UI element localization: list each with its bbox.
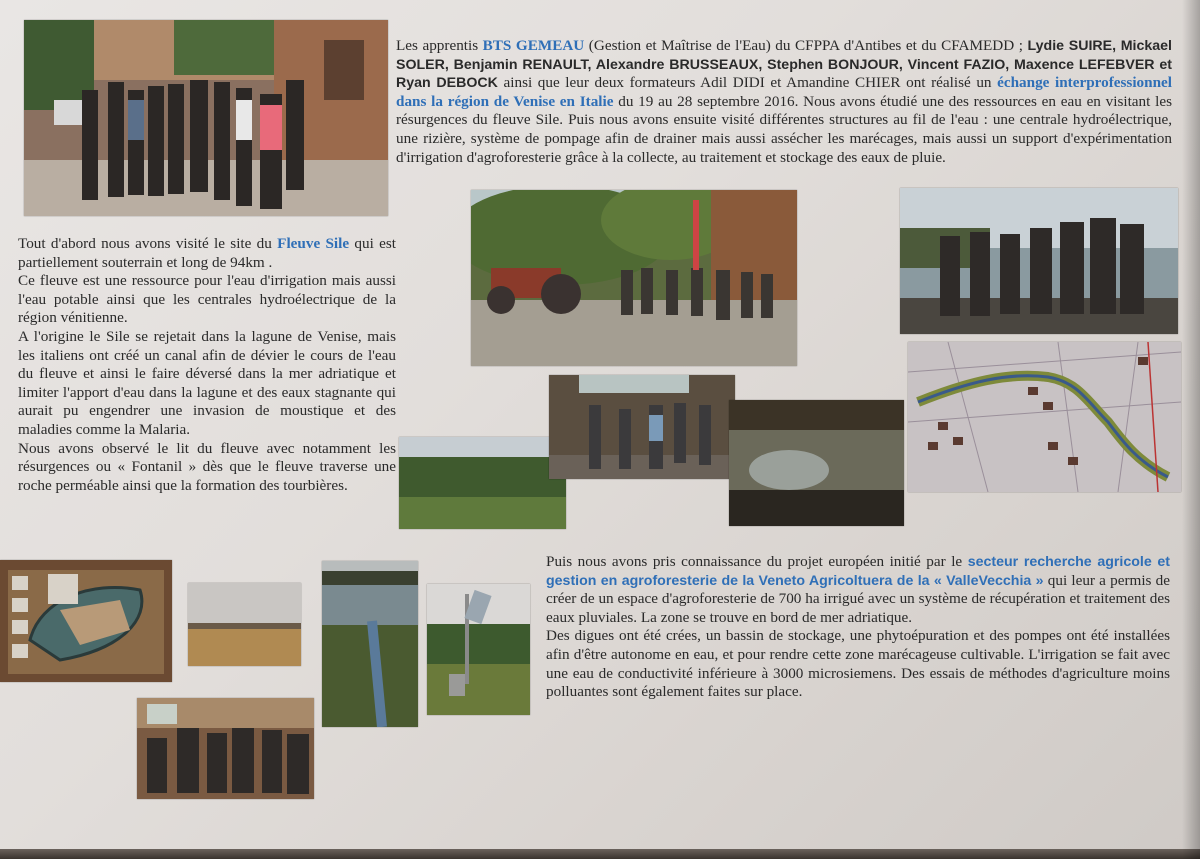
bts-gemeau-highlight: BTS GEMEAU [482,37,585,54]
lakeside-group-photo [900,188,1178,334]
valle-paragraph-project [546,553,1170,627]
sile-section [18,235,396,495]
river-bank-photo [729,400,904,526]
field-photo [399,437,566,529]
rice-field-photo [188,583,301,666]
valle-text-1: Puis nous avons pris connaissance du projet européen initié par le [546,553,968,570]
sile-paragraph-resource: Ce fleuve est une ressource pour l'eau d'irrigation mais aussi l'eau potable ainsi que les centrales hydroélectrique de la région vénitienne. [18,272,396,327]
vallevecchia-section [546,553,1170,702]
classroom-photo [137,698,314,799]
river-map-photo [908,342,1181,492]
sile-text-2: qui est partiellement souterrain et long de 94km . [18,235,396,271]
pump-station-photo [427,584,530,715]
fleuve-sile-highlight: Fleuve Sile [277,235,350,252]
participant-names: Lydie SUIRE, Mickael SOLER, Benjamin RENAULT, Alexandre BRUSSEAUX, Stephen BONJOUR, Vincent FAZIO, Maxence LEFEBVER et Ryan DEBOCK [396,38,1172,92]
intro-text-3: ainsi que leur deux formateurs Adil DIDI et Amandine CHIER ont réalisé un [497,74,998,92]
sile-text-1: Tout d'abord nous avons visité le site du [18,235,278,252]
intro-paragraph [396,37,1172,167]
wetland-photo [322,561,418,727]
sector-highlight: secteur recherche agricole et gestion en agroforesterie de la Veneto Agricoltuera de la « ValleVecchia » [546,554,1171,589]
sile-intro-line [18,235,396,272]
site-plan-board-photo [0,560,172,682]
group-under-pergola-photo [549,375,735,479]
sile-paragraph-observation: Nous avons observé le lit du fleuve avec notamment les résurgences ou « Fontanil » dès que le fleuve traverse une roche perméable ainsi que la formation des tourbières. [18,439,396,494]
intro-text-2: (Gestion et Maîtrise de l'Eau) du CFPPA d'Antibes et du CFAMEDD ; [584,37,1028,54]
group-photo [24,20,388,216]
exchange-highlight: échange interprofessionnel dans la région de Venise en Italie [396,74,1173,110]
sile-paragraph-origin: A l'origine le Sile se rejetait dans la lagune de Venise, mais les italiens ont créé un canal afin de dévier le cours de l'eau du fleuve et ainsi le faire déversé dans la mer adriatique et limiter l'apport d'eau dans la lagune et des eaux stagnante qui aurait pu engendrer une invasion de moustique et des maladies comme la Malaria. [18,327,396,438]
valle-paragraph-dikes: Des digues ont été crées, un bassin de stockage, une phytoépuration et des pompes ont été installées afin d'être autonome en eau, et pour rendre cette zone marécageuse cultivable. L'irrigation se fait avec une eau de conductivité inférieure à 3000 microsiemens. Des essais de méthodes d'agriculture moins polluantes sont également faites sur place. [546,627,1170,701]
intro-text-4: du 19 au 28 septembre 2016. Nous avons étudié une des ressources en eau en visitant les résurgences du fleuve Sile. Puis nous avons ensuite visité différentes structures au fil de l'eau : une centrale hydroélectrique, une rizière, système de pompage afin de drainer mais aussi assécher les marécages, mais aussi un support d'expérimentation d'irrigation d'agroforesterie grâce à la collecte, au traitement et stockage des eaux de pluie. [396,92,1172,166]
intro-text-1: Les apprentis [396,37,483,54]
valle-text-2: qui leur a permis de créer de un espace d'agroforesterie de 700 ha irrigué avec un système de récupération et traitement des eaux pluviales. La zone se trouve en bord de mer adriatique. [546,571,1170,626]
table-edge [0,849,1200,859]
tractor-photo [471,190,797,366]
